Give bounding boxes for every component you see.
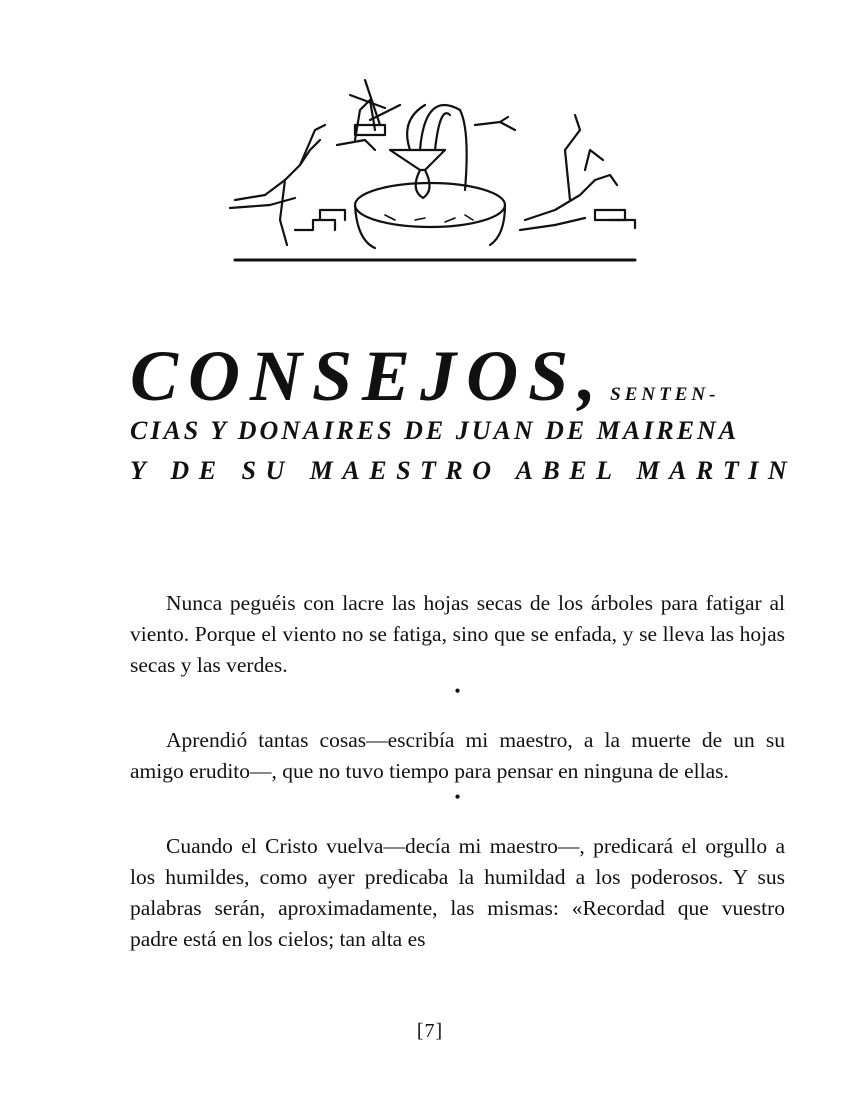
title-comma: , bbox=[578, 336, 597, 416]
body-text bbox=[130, 588, 785, 955]
title-line-2: CIAS Y DONAIRES DE JUAN DE MAIRENA bbox=[130, 416, 740, 445]
page-number: [7] bbox=[416, 1020, 444, 1042]
paragraph: Nunca peguéis con lacre las hojas secas de los árboles para fatigar al viento. Porque el viento no se fatiga, sino que se enfada, y se lleva las hojas secas y las verdes. bbox=[130, 591, 785, 677]
chapter-title bbox=[130, 336, 797, 486]
separator-dot: • bbox=[454, 787, 461, 807]
title-line1-tail: SENTEN- bbox=[610, 384, 720, 405]
title-main-word: CONSEJOS bbox=[130, 336, 579, 416]
paragraph: Aprendió tantas cosas—escribía mi maestro, a la muerte de un su amigo erudito—, que no tuvo tiempo para pensar en ninguna de ellas. bbox=[130, 728, 785, 783]
paragraph: Cuando el Cristo vuelva—decía mi maestro—, predicará el orgullo a los humildes, como ayer predicaba la humildad a los poderosos. Y sus palabras serán, aproximadamente, las mismas: «Recordad que vuestro padre está en los cielos; tan alta es bbox=[130, 834, 785, 951]
fountain-ruins-illustration bbox=[225, 70, 640, 270]
separator-dot: • bbox=[454, 681, 461, 701]
title-line-3: Y DE SU MAESTRO ABEL MARTIN bbox=[130, 456, 797, 485]
